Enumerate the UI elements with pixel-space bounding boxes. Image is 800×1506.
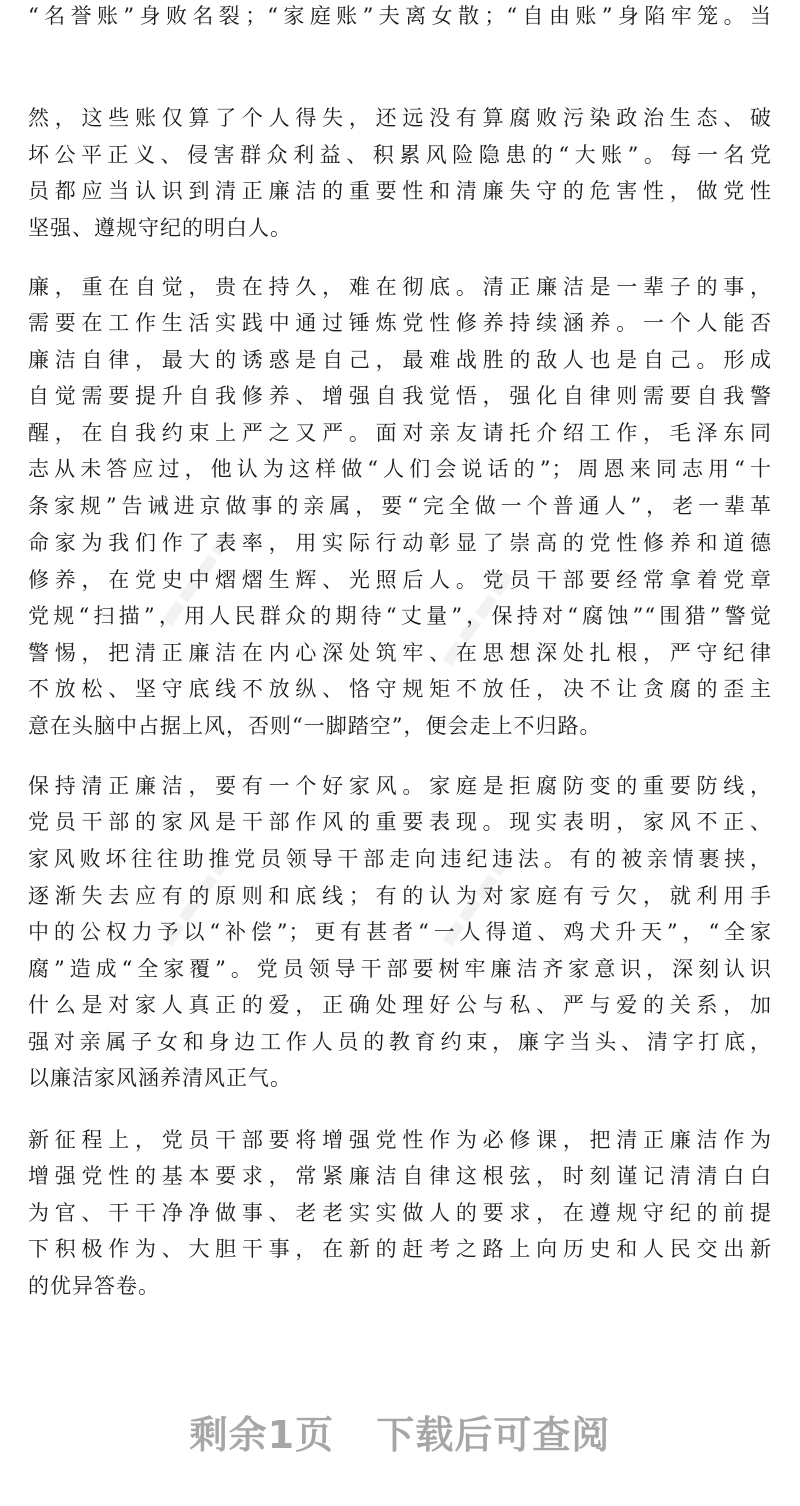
watermark: ▬▬▬▬ <box>429 561 524 674</box>
watermark: ▬▬▬▬ <box>149 521 244 634</box>
text-line: 廉洁自律，最大的诱惑是自己，最难战胜的敌人也是自己。形成 <box>28 348 772 372</box>
text-line: 志从未答应过，他认为这样做“人们会说话的”；周恩来同志用“十 <box>28 457 772 481</box>
text-line: “名誉账”身败名裂；“家庭账”夫离女散；“自由账”身陷牢笼。当 <box>28 4 772 28</box>
text-line: 党规“扫描”，用人民群众的期待“丈量”，保持对“腐蚀”“围猎”警觉 <box>28 604 772 628</box>
watermark: ▬▬▬▬ <box>429 841 524 954</box>
text-line: 逐渐失去应有的原则和底线；有的认为对家庭有亏欠，就利用手 <box>28 884 772 908</box>
text-line: 意在头脑中占据上风，否则“一脚踏空”，便会走上不归路。 <box>28 714 602 738</box>
text-line: 廉，重在自觉，贵在持久，难在彻底。清正廉洁是一辈子的事， <box>28 275 772 299</box>
download-prompt[interactable] <box>0 1404 800 1459</box>
text-line: 的优异答卷。 <box>28 1274 160 1298</box>
text-line: 强对亲属子女和身边工作人员的教育约束，廉字当头、清字打底， <box>28 1030 772 1054</box>
text-line: 坚强、遵规守纪的明白人。 <box>28 216 292 240</box>
text-line: 坏公平正义、侵害群众利益、积累风险隐患的“大账”。每一名党 <box>28 143 772 167</box>
text-line: 自觉需要提升自我修养、增强自我觉悟，强化自律则需要自我警 <box>28 384 772 408</box>
text-line: 家风败坏往往助推党员领导干部走向违纪违法。有的被亲情裹挟， <box>28 847 772 871</box>
text-line: 以廉洁家风涵养清风正气。 <box>28 1066 292 1090</box>
text-line: 醒，在自我约束上严之又严。面对亲友请托介绍工作，毛泽东同 <box>28 421 772 445</box>
text-line: 然，这些账仅算了个人得失，还远没有算腐败污染政治生态、破 <box>28 106 772 130</box>
text-line: 中的公权力予以“补偿”；更有甚者“一人得道、鸡犬升天”，“全家 <box>28 920 772 944</box>
text-line: 命家为我们作了表率，用实际行动彰显了崇高的党性修养和道德 <box>28 531 772 555</box>
text-line: 腐”造成“全家覆”。党员领导干部要树牢廉洁齐家意识，深刻认识 <box>28 957 772 981</box>
text-line: 为官、干干净净做事、老老实实做人的要求，在遵规守纪的前提 <box>28 1201 772 1225</box>
text-line: 什么是对家人真正的爱，正确处理好公与私、严与爱的关系，加 <box>28 993 772 1017</box>
text-line: 新征程上，党员干部要将增强党性作为必修课，把清正廉洁作为 <box>28 1128 772 1152</box>
text-line: 员都应当认识到清正廉洁的重要性和清廉失守的危害性，做党性 <box>28 179 772 203</box>
text-line: 增强党性的基本要求，常紧廉洁自律这根弦，时刻谨记清清白白 <box>28 1164 772 1188</box>
text-line: 党员干部的家风是干部作风的重要表现。现实表明，家风不正、 <box>28 810 772 834</box>
text-line: 保持清正廉洁，要有一个好家风。家庭是拒腐防变的重要防线， <box>28 774 772 798</box>
remaining-pages-label: 剩余1页 <box>189 1413 335 1457</box>
watermark: ▬▬▬▬ <box>149 841 244 954</box>
text-line: 不放松、坚守底线不放纵、恪守规矩不放任，决不让贪腐的歪主 <box>28 677 772 701</box>
text-line: 修养，在党史中熠熠生辉、光照后人。党员干部要经常拿着党章 <box>28 568 772 592</box>
text-line: 条家规”告诫进京做事的亲属，要“完全做一个普通人”，老一辈革 <box>28 494 772 518</box>
text-line: 警惕，把清正廉洁在内心深处筑牢、在思想深处扎根，严守纪律 <box>28 641 772 665</box>
text-line: 下积极作为、大胆干事，在新的赶考之路上向历史和人民交出新 <box>28 1237 772 1261</box>
download-hint-label: 下载后可查阅 <box>376 1413 611 1457</box>
text-line: 需要在工作生活实践中通过锤炼党性修养持续涵养。一个人能否 <box>28 311 772 335</box>
